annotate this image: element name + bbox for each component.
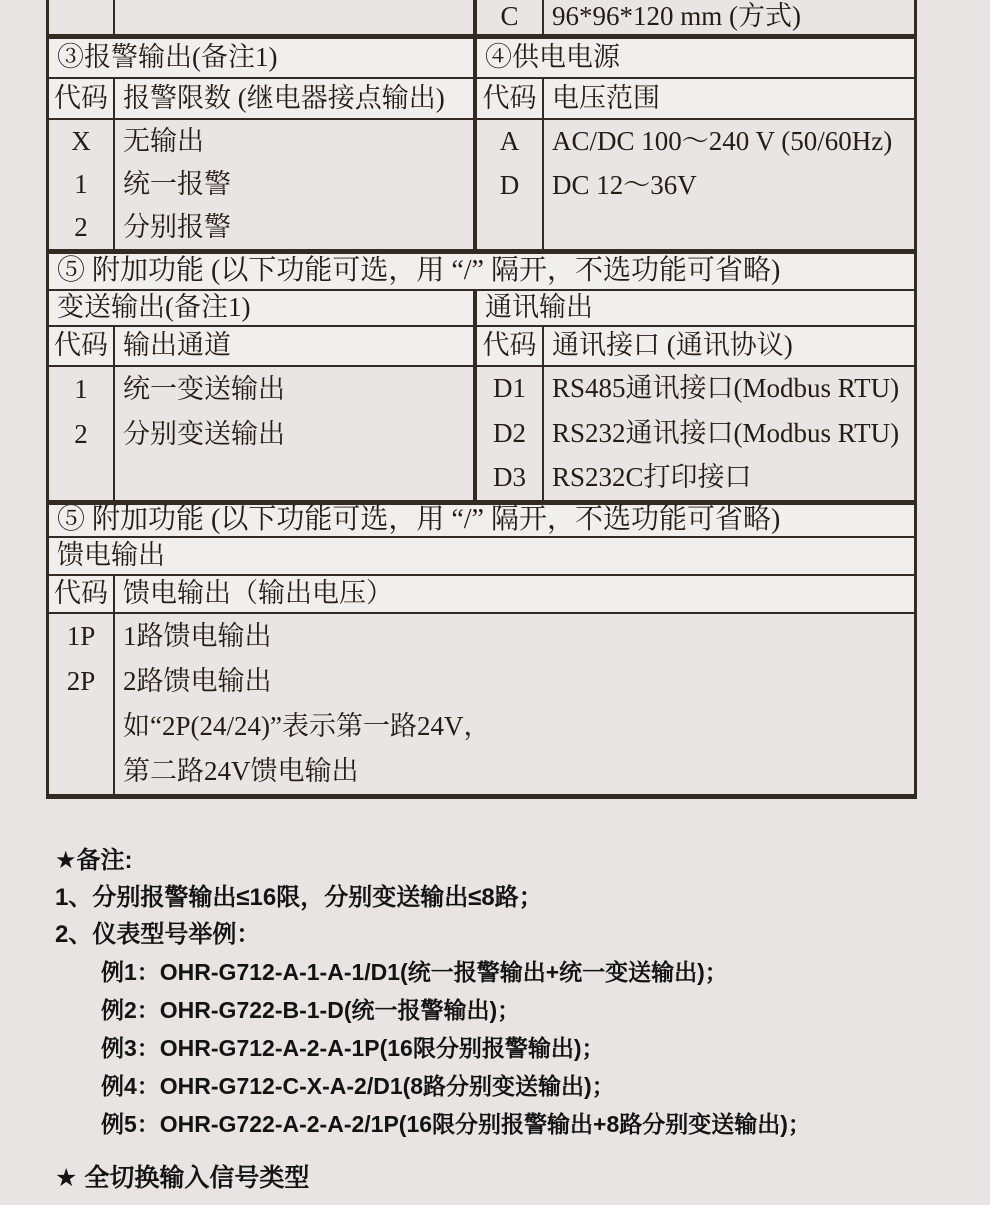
- feed-code-header: 代码: [49, 576, 115, 612]
- comm-code: D2: [493, 417, 526, 448]
- addon-title-2: ⑤ 附加功能 (以下功能可选，用 “/” 隔开，不选功能可省略): [49, 505, 914, 536]
- power-code-header: 代码: [477, 79, 544, 118]
- power-desc: DC 12～36V: [552, 169, 697, 200]
- comm-code: D3: [493, 461, 526, 492]
- comm-output-title: 通讯输出: [477, 291, 914, 325]
- transmit-comm-data: [49, 365, 914, 500]
- alarm-desc: 分别报警: [123, 211, 231, 242]
- comm-interface-header: 通讯接口 (通讯协议): [544, 327, 914, 365]
- feed-desc: 1路馈电输出: [123, 620, 272, 651]
- power-code: D: [499, 169, 520, 200]
- alarm-code: 2: [74, 211, 88, 242]
- power-code: A: [499, 125, 520, 156]
- voltage-range-header: 电压范围: [544, 79, 914, 118]
- alarm-power-header-row: [49, 77, 914, 118]
- alarm-desc: 统一报警: [123, 168, 231, 199]
- transmit-output-title: 变送输出(备注1): [49, 291, 477, 325]
- addon-title-1: ⑤ 附加功能 (以下功能可选，用 “/” 隔开，不选功能可省略): [49, 254, 914, 289]
- model-example: 例1：OHR-G712-A-1-A-1/D1(统一报警输出+统一变送输出)；: [101, 959, 728, 985]
- feed-title-row: [49, 536, 914, 574]
- feed-output-title: 馈电输出: [49, 538, 914, 574]
- alarm-code-column: [49, 120, 115, 249]
- alarm-output-title: ③报警输出(备注1): [49, 39, 477, 77]
- transmit-desc: 统一变送输出: [123, 373, 285, 404]
- size-code-c: C: [477, 0, 544, 34]
- feed-data: [49, 612, 914, 794]
- addon-band-1: [49, 249, 914, 289]
- alarm-code: 1: [74, 168, 88, 199]
- signal-type-heading: ★ 全切换输入信号类型: [55, 1164, 310, 1192]
- note-item: 2、仪表型号举例：: [55, 921, 261, 948]
- transmit-code: 1: [74, 373, 88, 404]
- model-example: 例4：OHR-G712-C-X-A-2/D1(8路分别变送输出)；: [101, 1073, 615, 1099]
- size-row-partial: [49, 0, 914, 34]
- alarm-code-header: 代码: [49, 79, 115, 118]
- size-desc-c: 96*96*120 mm (方式): [544, 0, 914, 34]
- output-channel-header: 输出通道: [115, 327, 477, 365]
- feed-header-row: [49, 574, 914, 612]
- transmit-code-header: 代码: [49, 327, 115, 365]
- feed-code-column: [49, 614, 115, 794]
- alarm-desc: 无输出: [123, 125, 204, 156]
- alarm-desc-column: [115, 120, 477, 249]
- alarm-code: X: [71, 125, 91, 156]
- feed-code: 2P: [66, 666, 96, 697]
- model-example: 例2：OHR-G722-B-1-D(统一报警输出)；: [101, 997, 521, 1023]
- addon-band-2: [49, 500, 914, 536]
- notes-section: [55, 842, 955, 1196]
- comm-desc: RS485通讯接口(Modbus RTU): [552, 373, 900, 404]
- notes-header: ★备注:: [55, 847, 133, 874]
- model-example: 例3：OHR-G712-A-2-A-1P(16限分别报警输出)；: [101, 1035, 605, 1061]
- feed-desc: 如“2P(24/24)”表示第一路24V，: [123, 710, 491, 741]
- size-code-empty-cell: [49, 0, 115, 34]
- model-selection-table: [46, 0, 917, 799]
- transmit-desc-column: [115, 367, 477, 500]
- transmit-comm-titles: [49, 289, 914, 325]
- feed-voltage-header: 馈电输出（输出电压）: [115, 576, 914, 612]
- size-desc-empty-cell: [115, 0, 477, 34]
- alarm-power-data: [49, 118, 914, 249]
- transmit-code: 2: [74, 418, 88, 449]
- power-supply-title: ④供电电源: [477, 39, 914, 77]
- power-code-column: [477, 120, 544, 249]
- feed-desc-column: [115, 614, 914, 794]
- feed-code: 1P: [66, 620, 96, 651]
- feed-desc: 2路馈电输出: [123, 665, 272, 696]
- comm-desc: RS232通讯接口(Modbus RTU): [552, 417, 900, 448]
- comm-desc-column: [544, 367, 914, 500]
- comm-code-header: 代码: [477, 327, 544, 365]
- feed-desc: 第二路24V馈电输出: [123, 755, 359, 786]
- power-desc-column: [544, 120, 914, 249]
- transmit-code-column: [49, 367, 115, 500]
- alarm-power-band: [49, 34, 914, 77]
- transmit-comm-header-row: [49, 325, 914, 365]
- comm-code-column: [477, 367, 544, 500]
- comm-desc: RS232C打印接口: [552, 461, 752, 492]
- transmit-desc: 分别变送输出: [123, 418, 285, 449]
- power-desc: AC/DC 100～240 V (50/60Hz): [552, 125, 893, 156]
- note-item: 1、分别报警输出≤16限，分别变送输出≤8路；: [55, 884, 543, 911]
- alarm-limit-header: 报警限数 (继电器接点输出): [115, 79, 477, 118]
- model-example: 例5：OHR-G722-A-2-A-2/1P(16限分别报警输出+8路分别变送输出)；: [101, 1111, 811, 1137]
- comm-code: D1: [493, 373, 526, 404]
